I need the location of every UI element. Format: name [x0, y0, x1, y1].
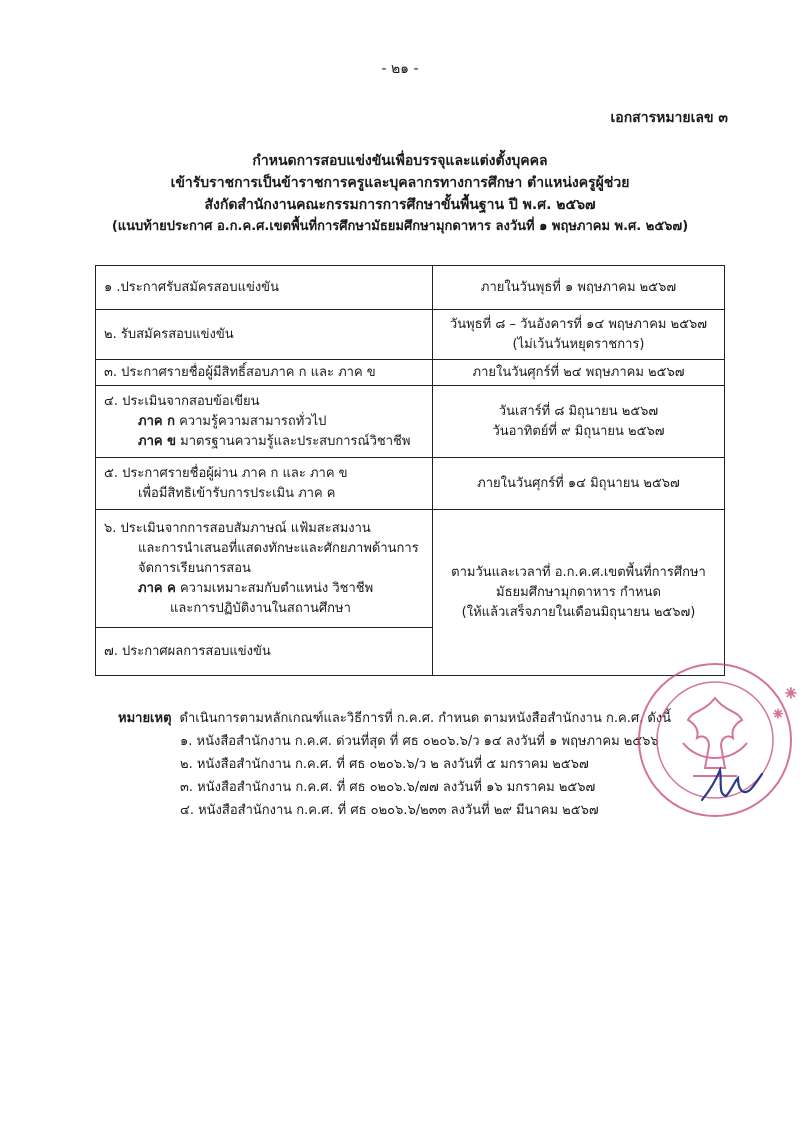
activity-text: ๗. ประกาศผลการสอบแข่งขัน: [104, 643, 271, 659]
activity-cell: [96, 266, 433, 310]
part-c-text: ความเหมาะสมกับตำแหน่ง วิชาชีพ: [179, 580, 374, 596]
list-item: ๔. หนังสือสำนักงาน ก.ค.ศ. ที่ ศธ ๐๒๐๖.๖/๒๓๓ ลงวันที่ ๒๙ มีนาคม ๒๕๖๗: [180, 803, 599, 818]
activity-cell: [96, 310, 433, 360]
remark-heading: [118, 707, 678, 730]
svg-text:✳: ✳: [773, 707, 784, 721]
svg-text:✳: ✳: [785, 686, 797, 702]
remark-label: หมายเหตุ: [118, 711, 172, 726]
part-c-label: ภาค ค: [138, 580, 176, 596]
activity-cell: [96, 386, 433, 458]
date-note: (ไม่เว้นวันหยุดราชการ): [512, 336, 645, 352]
activity-text: และการนำเสนอที่แสดงทักษะและศักยภาพด้านการ: [138, 540, 419, 556]
part-b-label: ภาค ข: [138, 433, 176, 449]
activity-cell: [96, 360, 433, 386]
table-row: [96, 360, 725, 386]
document-number: เอกสารหมายเลข ๓: [610, 110, 728, 126]
part-a-line: [104, 412, 424, 432]
date-text: วันพุธที่ ๘ – วันอังคารที่ ๑๔ พฤษภาคม ๒๕๖๗: [449, 316, 708, 332]
remark-text: ดำเนินการตามหลักเกณฑ์และวิธีการที่ ก.ค.ศ. กำหนด ตามหนังสือสำนักงาน ก.ค.ศ. ดังนี้: [179, 711, 672, 726]
date-text: วันเสาร์ที่ ๘ มิถุนายน ๒๕๖๗: [498, 403, 659, 419]
activity-cell: [96, 458, 433, 510]
date-cell: [433, 510, 725, 676]
date-text: มัธยมศึกษามุกดาหาร กำหนด: [496, 584, 661, 600]
date-text: ตามวันและเวลาที่ อ.ก.ค.ศ.เขตพื้นที่การศึกษา: [451, 564, 706, 580]
date-cell: [433, 310, 725, 360]
table-row: [96, 386, 725, 458]
activity-text: ๓. ประกาศรายชื่อผู้มีสิทธิ์สอบภาค ก และ ภาค ข: [104, 364, 376, 380]
activity-text: ๖. ประเมินจากการสอบสัมภาษณ์ แฟ้มสะสมงาน: [104, 520, 371, 536]
activity-text: เพื่อมีสิทธิเข้ารับการประเมิน ภาค ค: [138, 485, 336, 501]
table-row: [96, 510, 725, 628]
reference-list: [180, 730, 678, 822]
part-c-line: [104, 579, 424, 599]
part-a-text: ความรู้ความสามารถทั่วไป: [179, 413, 327, 429]
list-item: ๓. หนังสือสำนักงาน ก.ค.ศ. ที่ ศธ ๐๒๐๖.๖/๗๗ ลงวันที่ ๑๖ มกราคม ๒๕๖๗: [180, 780, 596, 795]
table-row: [96, 310, 725, 360]
date-note: (ให้แล้วเสร็จภายในเดือนมิถุนายน ๒๕๖๗): [461, 604, 696, 620]
list-item: ๑. หนังสือสำนักงาน ก.ค.ศ. ด่วนที่สุด ที่ ศธ ๐๒๐๖.๖/ว ๑๔ ลงวันที่ ๑ พฤษภาคม ๒๕๖๖: [180, 734, 659, 749]
activity-text: จัดการเรียนการสอน: [138, 560, 251, 576]
date-cell: [433, 360, 725, 386]
date-text: ภายในวันศุกร์ที่ ๒๔ พฤษภาคม ๒๕๖๗: [472, 364, 685, 380]
activity-cell: [96, 510, 433, 628]
table-row: [96, 458, 725, 510]
remark-section: [118, 707, 678, 822]
title-line-1: กำหนดการสอบแข่งขันเพื่อบรรจุและแต่งตั้งบุคคล: [252, 153, 548, 169]
list-item: ๒. หนังสือสำนักงาน ก.ค.ศ. ที่ ศธ ๐๒๐๖.๖/ว ๒ ลงวันที่ ๕ มกราคม ๒๕๖๗: [180, 757, 589, 772]
title-line-3: สังกัดสำนักงานคณะกรรมการการศึกษาขั้นพื้นฐาน ปี พ.ศ. ๒๕๖๗: [204, 197, 596, 213]
part-c-text: และการปฏิบัติงานในสถานศึกษา: [170, 600, 351, 616]
activity-cell: [96, 628, 433, 676]
signature-mark: [698, 760, 768, 810]
date-text: ภายในวันพุธที่ ๑ พฤษภาคม ๒๕๖๗: [480, 279, 677, 295]
activity-text: ๕. ประกาศรายชื่อผู้ผ่าน ภาค ก และ ภาค ข: [104, 465, 348, 481]
document-title: [0, 150, 800, 238]
date-cell: [433, 266, 725, 310]
activity-text: ๔. ประเมินจากสอบข้อเขียน: [104, 393, 260, 409]
part-a-label: ภาค ก: [138, 413, 175, 429]
part-b-line: [104, 432, 424, 452]
page-number: - ๒๑ -: [381, 61, 419, 77]
date-cell: [433, 458, 725, 510]
title-line-4: (แนบท้ายประกาศ อ.ก.ค.ศ.เขตพื้นที่การศึกษามัธยมศึกษามุกดาหาร ลงวันที่ ๑ พฤษภาคม พ.ศ. ๒๕๖๗): [111, 219, 689, 234]
schedule-table: [95, 265, 725, 676]
table-row: [96, 266, 725, 310]
date-cell: [433, 386, 725, 458]
title-line-2: เข้ารับราชการเป็นข้าราชการครูและบุคลากรทางการศึกษา ตำแหน่งครูผู้ช่วย: [170, 175, 630, 191]
date-text: วันอาทิตย์ที่ ๙ มิถุนายน ๒๕๖๗: [492, 423, 665, 439]
part-b-text: มาตรฐานความรู้และประสบการณ์วิชาชีพ: [180, 433, 411, 449]
activity-text: ๒. รับสมัครสอบแข่งขัน: [104, 326, 234, 342]
date-text: ภายในวันศุกร์ที่ ๑๔ มิถุนายน ๒๕๖๗: [477, 475, 680, 491]
activity-text: ๑ .ประกาศรับสมัครสอบแข่งขัน: [104, 279, 279, 295]
